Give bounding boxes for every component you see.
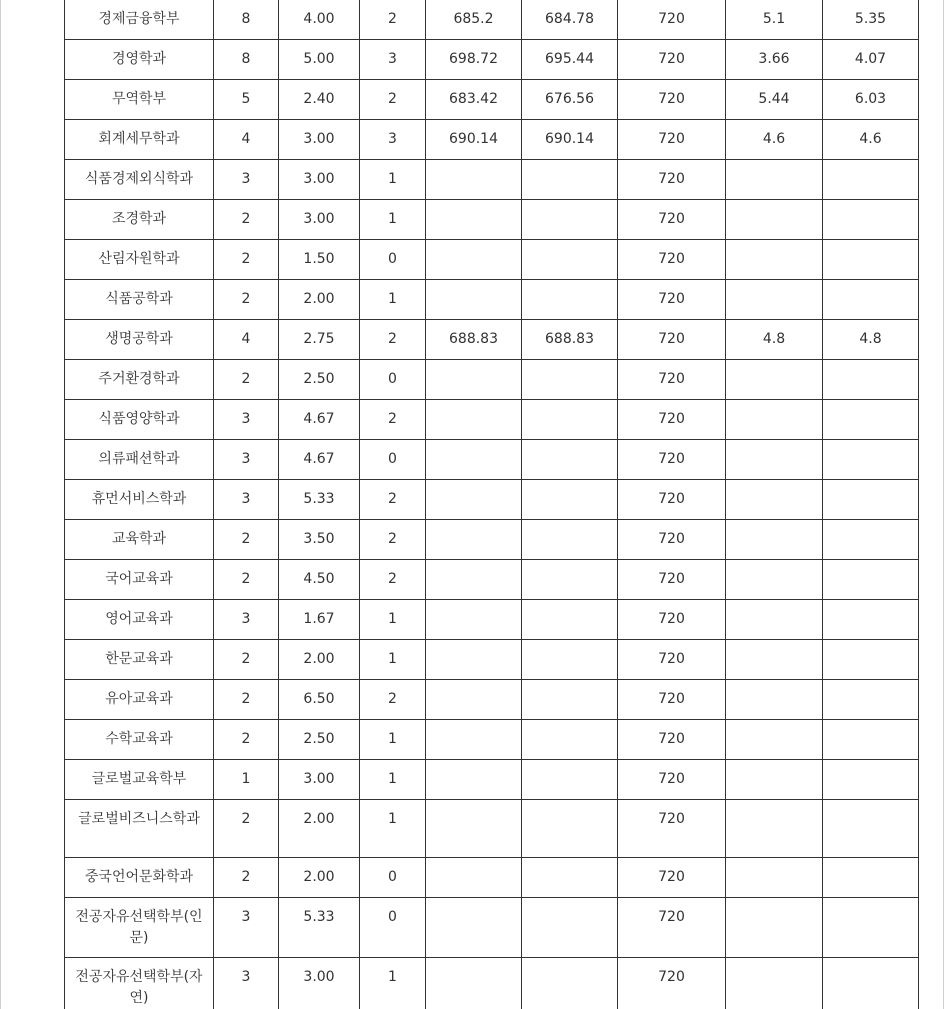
cell-col-8 — [726, 640, 823, 680]
cell-col-7: 720 — [618, 0, 726, 40]
cell-col-5 — [426, 680, 522, 720]
cell-col-9 — [823, 240, 919, 280]
cell-col-4: 2 — [360, 320, 426, 360]
table-body — [65, 0, 919, 1009]
cell-col-2: 2 — [214, 520, 279, 560]
cell-col-4: 2 — [360, 480, 426, 520]
cell-col-5 — [426, 600, 522, 640]
cell-col-2: 3 — [214, 160, 279, 200]
cell-department: 식품경제외식학과 — [65, 160, 214, 200]
table-row — [65, 0, 919, 40]
cell-col-3: 2.40 — [279, 80, 360, 120]
cell-department: 의류패션학과 — [65, 440, 214, 480]
table-row — [65, 40, 919, 80]
cell-col-8 — [726, 600, 823, 640]
cell-col-5 — [426, 640, 522, 680]
cell-department: 생명공학과 — [65, 320, 214, 360]
table-row — [65, 600, 919, 640]
cell-col-5 — [426, 480, 522, 520]
table-row — [65, 560, 919, 600]
cell-col-3: 2.00 — [279, 800, 360, 858]
cell-col-7: 720 — [618, 200, 726, 240]
cell-col-5 — [426, 800, 522, 858]
cell-col-8 — [726, 898, 823, 958]
cell-col-3: 6.50 — [279, 680, 360, 720]
table-row — [65, 360, 919, 400]
cell-col-3: 3.00 — [279, 200, 360, 240]
cell-col-4: 2 — [360, 680, 426, 720]
cell-col-9: 5.35 — [823, 0, 919, 40]
cell-col-9 — [823, 560, 919, 600]
cell-col-9 — [823, 520, 919, 560]
cell-col-4: 3 — [360, 120, 426, 160]
cell-col-7: 720 — [618, 480, 726, 520]
cell-col-7: 720 — [618, 858, 726, 898]
cell-col-7: 720 — [618, 160, 726, 200]
cell-col-2: 3 — [214, 898, 279, 958]
cell-col-8: 3.66 — [726, 40, 823, 80]
cell-col-2: 2 — [214, 240, 279, 280]
cell-col-2: 5 — [214, 80, 279, 120]
cell-col-5 — [426, 200, 522, 240]
cell-department: 글로벌비즈니스학과 — [65, 800, 214, 858]
cell-col-2: 4 — [214, 320, 279, 360]
cell-col-5 — [426, 720, 522, 760]
cell-col-3: 3.00 — [279, 958, 360, 1009]
cell-col-2: 3 — [214, 440, 279, 480]
cell-department: 식품영양학과 — [65, 400, 214, 440]
cell-department: 조경학과 — [65, 200, 214, 240]
page-left-border — [0, 0, 1, 1009]
cell-col-6 — [522, 898, 618, 958]
cell-col-8 — [726, 280, 823, 320]
cell-col-6 — [522, 440, 618, 480]
cell-col-3: 5.33 — [279, 898, 360, 958]
cell-department: 전공자유선택학부(자연) — [65, 958, 214, 1009]
cell-col-7: 720 — [618, 120, 726, 160]
cell-col-8 — [726, 858, 823, 898]
cell-department: 교육학과 — [65, 520, 214, 560]
cell-col-4: 0 — [360, 360, 426, 400]
cell-department: 수학교육과 — [65, 720, 214, 760]
cell-col-2: 2 — [214, 680, 279, 720]
cell-col-3: 2.50 — [279, 360, 360, 400]
cell-col-5 — [426, 400, 522, 440]
cell-col-6: 684.78 — [522, 0, 618, 40]
cell-col-5: 688.83 — [426, 320, 522, 360]
cell-col-9 — [823, 440, 919, 480]
cell-col-4: 2 — [360, 400, 426, 440]
cell-col-9 — [823, 400, 919, 440]
cell-col-6 — [522, 280, 618, 320]
cell-col-2: 3 — [214, 600, 279, 640]
cell-col-8 — [726, 440, 823, 480]
cell-col-6: 690.14 — [522, 120, 618, 160]
cell-col-9 — [823, 898, 919, 958]
cell-col-5: 698.72 — [426, 40, 522, 80]
cell-col-8 — [726, 240, 823, 280]
cell-col-9 — [823, 200, 919, 240]
cell-col-4: 2 — [360, 0, 426, 40]
cell-col-7: 720 — [618, 440, 726, 480]
cell-col-7: 720 — [618, 400, 726, 440]
cell-col-2: 3 — [214, 480, 279, 520]
cell-department: 유아교육과 — [65, 680, 214, 720]
cell-col-5 — [426, 560, 522, 600]
cell-col-5 — [426, 858, 522, 898]
cell-col-8 — [726, 760, 823, 800]
cell-col-2: 2 — [214, 720, 279, 760]
cell-col-4: 0 — [360, 898, 426, 958]
cell-department: 한문교육과 — [65, 640, 214, 680]
cell-col-6 — [522, 720, 618, 760]
table-row — [65, 640, 919, 680]
cell-col-9 — [823, 160, 919, 200]
cell-col-7: 720 — [618, 360, 726, 400]
cell-col-6 — [522, 680, 618, 720]
cell-col-7: 720 — [618, 280, 726, 320]
cell-col-3: 2.00 — [279, 640, 360, 680]
cell-col-8 — [726, 400, 823, 440]
table-row — [65, 200, 919, 240]
table-row — [65, 800, 919, 858]
cell-col-3: 3.00 — [279, 160, 360, 200]
cell-col-4: 3 — [360, 40, 426, 80]
cell-col-4: 1 — [360, 760, 426, 800]
cell-col-2: 3 — [214, 958, 279, 1009]
cell-col-3: 4.50 — [279, 560, 360, 600]
cell-col-6 — [522, 640, 618, 680]
cell-col-6 — [522, 760, 618, 800]
cell-col-2: 2 — [214, 360, 279, 400]
cell-col-6 — [522, 858, 618, 898]
cell-col-9 — [823, 760, 919, 800]
cell-col-7: 720 — [618, 520, 726, 560]
cell-col-5 — [426, 520, 522, 560]
cell-col-3: 3.00 — [279, 760, 360, 800]
cell-department: 전공자유선택학부(인문) — [65, 898, 214, 958]
cell-col-2: 2 — [214, 800, 279, 858]
cell-col-4: 1 — [360, 280, 426, 320]
table-row — [65, 240, 919, 280]
cell-col-6 — [522, 600, 618, 640]
cell-col-2: 2 — [214, 200, 279, 240]
cell-col-5 — [426, 240, 522, 280]
cell-col-4: 2 — [360, 560, 426, 600]
admissions-results-table — [64, 0, 919, 1009]
cell-col-8 — [726, 200, 823, 240]
cell-col-6 — [522, 400, 618, 440]
cell-col-8: 5.1 — [726, 0, 823, 40]
cell-col-9 — [823, 858, 919, 898]
cell-col-4: 1 — [360, 800, 426, 858]
cell-col-3: 5.33 — [279, 480, 360, 520]
cell-col-2: 2 — [214, 858, 279, 898]
cell-col-7: 720 — [618, 640, 726, 680]
cell-department: 중국언어문화학과 — [65, 858, 214, 898]
cell-col-3: 4.67 — [279, 440, 360, 480]
cell-col-2: 2 — [214, 560, 279, 600]
cell-department: 경영학과 — [65, 40, 214, 80]
cell-department: 식품공학과 — [65, 280, 214, 320]
cell-col-2: 8 — [214, 40, 279, 80]
cell-department: 영어교육과 — [65, 600, 214, 640]
cell-col-9 — [823, 958, 919, 1009]
cell-col-4: 0 — [360, 858, 426, 898]
cell-col-4: 0 — [360, 440, 426, 480]
cell-col-6 — [522, 160, 618, 200]
cell-col-3: 2.75 — [279, 320, 360, 360]
table-row — [65, 720, 919, 760]
cell-col-6: 688.83 — [522, 320, 618, 360]
cell-col-8 — [726, 958, 823, 1009]
cell-col-9: 6.03 — [823, 80, 919, 120]
cell-department: 주거환경학과 — [65, 360, 214, 400]
cell-col-6 — [522, 520, 618, 560]
cell-col-5 — [426, 760, 522, 800]
cell-col-4: 1 — [360, 640, 426, 680]
cell-col-2: 3 — [214, 400, 279, 440]
cell-department: 무역학부 — [65, 80, 214, 120]
cell-col-3: 4.00 — [279, 0, 360, 40]
cell-col-9 — [823, 640, 919, 680]
cell-col-7: 720 — [618, 680, 726, 720]
cell-col-7: 720 — [618, 958, 726, 1009]
cell-col-6 — [522, 560, 618, 600]
cell-col-8: 5.44 — [726, 80, 823, 120]
cell-col-7: 720 — [618, 80, 726, 120]
cell-col-3: 3.00 — [279, 120, 360, 160]
cell-col-8 — [726, 800, 823, 858]
cell-department: 글로벌교육학부 — [65, 760, 214, 800]
cell-col-8 — [726, 720, 823, 760]
cell-col-6: 676.56 — [522, 80, 618, 120]
cell-col-8 — [726, 160, 823, 200]
cell-col-9 — [823, 800, 919, 858]
cell-col-7: 720 — [618, 898, 726, 958]
cell-col-3: 2.50 — [279, 720, 360, 760]
cell-col-9: 4.8 — [823, 320, 919, 360]
cell-col-6 — [522, 240, 618, 280]
cell-col-3: 5.00 — [279, 40, 360, 80]
cell-col-9 — [823, 680, 919, 720]
table-row — [65, 320, 919, 360]
cell-col-3: 3.50 — [279, 520, 360, 560]
cell-col-4: 1 — [360, 200, 426, 240]
cell-col-8 — [726, 360, 823, 400]
table-row — [65, 120, 919, 160]
cell-department: 회계세무학과 — [65, 120, 214, 160]
cell-col-5: 685.2 — [426, 0, 522, 40]
table-row — [65, 440, 919, 480]
cell-col-3: 4.67 — [279, 400, 360, 440]
cell-col-8: 4.8 — [726, 320, 823, 360]
cell-col-2: 2 — [214, 640, 279, 680]
cell-col-6 — [522, 200, 618, 240]
cell-col-5 — [426, 280, 522, 320]
cell-col-9 — [823, 480, 919, 520]
cell-col-4: 1 — [360, 720, 426, 760]
cell-col-6: 695.44 — [522, 40, 618, 80]
cell-col-5 — [426, 360, 522, 400]
cell-col-9: 4.6 — [823, 120, 919, 160]
table-row — [65, 858, 919, 898]
table-row — [65, 898, 919, 958]
cell-col-2: 4 — [214, 120, 279, 160]
table-row — [65, 520, 919, 560]
cell-col-3: 2.00 — [279, 858, 360, 898]
cell-col-9 — [823, 280, 919, 320]
cell-col-7: 720 — [618, 240, 726, 280]
cell-col-7: 720 — [618, 600, 726, 640]
table-row — [65, 80, 919, 120]
cell-col-9 — [823, 600, 919, 640]
cell-department: 휴먼서비스학과 — [65, 480, 214, 520]
cell-col-4: 1 — [360, 958, 426, 1009]
cell-col-7: 720 — [618, 40, 726, 80]
cell-col-3: 1.50 — [279, 240, 360, 280]
cell-col-4: 0 — [360, 240, 426, 280]
cell-department: 국어교육과 — [65, 560, 214, 600]
cell-col-5: 683.42 — [426, 80, 522, 120]
cell-department: 산림자원학과 — [65, 240, 214, 280]
table-row — [65, 958, 919, 1009]
cell-col-5 — [426, 160, 522, 200]
cell-col-4: 2 — [360, 520, 426, 560]
table-row — [65, 400, 919, 440]
cell-col-4: 1 — [360, 160, 426, 200]
table-row — [65, 680, 919, 720]
cell-col-5: 690.14 — [426, 120, 522, 160]
cell-col-4: 2 — [360, 80, 426, 120]
cell-col-7: 720 — [618, 560, 726, 600]
cell-col-3: 1.67 — [279, 600, 360, 640]
cell-col-8 — [726, 520, 823, 560]
cell-col-5 — [426, 958, 522, 1009]
cell-col-8 — [726, 560, 823, 600]
cell-col-2: 8 — [214, 0, 279, 40]
table-row — [65, 480, 919, 520]
cell-col-7: 720 — [618, 800, 726, 858]
cell-col-5 — [426, 898, 522, 958]
cell-col-6 — [522, 360, 618, 400]
cell-col-9 — [823, 720, 919, 760]
table-row — [65, 160, 919, 200]
cell-col-3: 2.00 — [279, 280, 360, 320]
cell-col-6 — [522, 958, 618, 1009]
cell-col-6 — [522, 800, 618, 858]
table-row — [65, 760, 919, 800]
cell-col-8 — [726, 480, 823, 520]
cell-col-6 — [522, 480, 618, 520]
cell-col-2: 2 — [214, 280, 279, 320]
table-row — [65, 280, 919, 320]
cell-col-8 — [726, 680, 823, 720]
cell-col-7: 720 — [618, 320, 726, 360]
cell-col-5 — [426, 440, 522, 480]
cell-col-4: 1 — [360, 600, 426, 640]
cell-col-9 — [823, 360, 919, 400]
cell-col-7: 720 — [618, 760, 726, 800]
cell-department: 경제금융학부 — [65, 0, 214, 40]
cell-col-2: 1 — [214, 760, 279, 800]
cell-col-8: 4.6 — [726, 120, 823, 160]
cell-col-7: 720 — [618, 720, 726, 760]
cell-col-9: 4.07 — [823, 40, 919, 80]
